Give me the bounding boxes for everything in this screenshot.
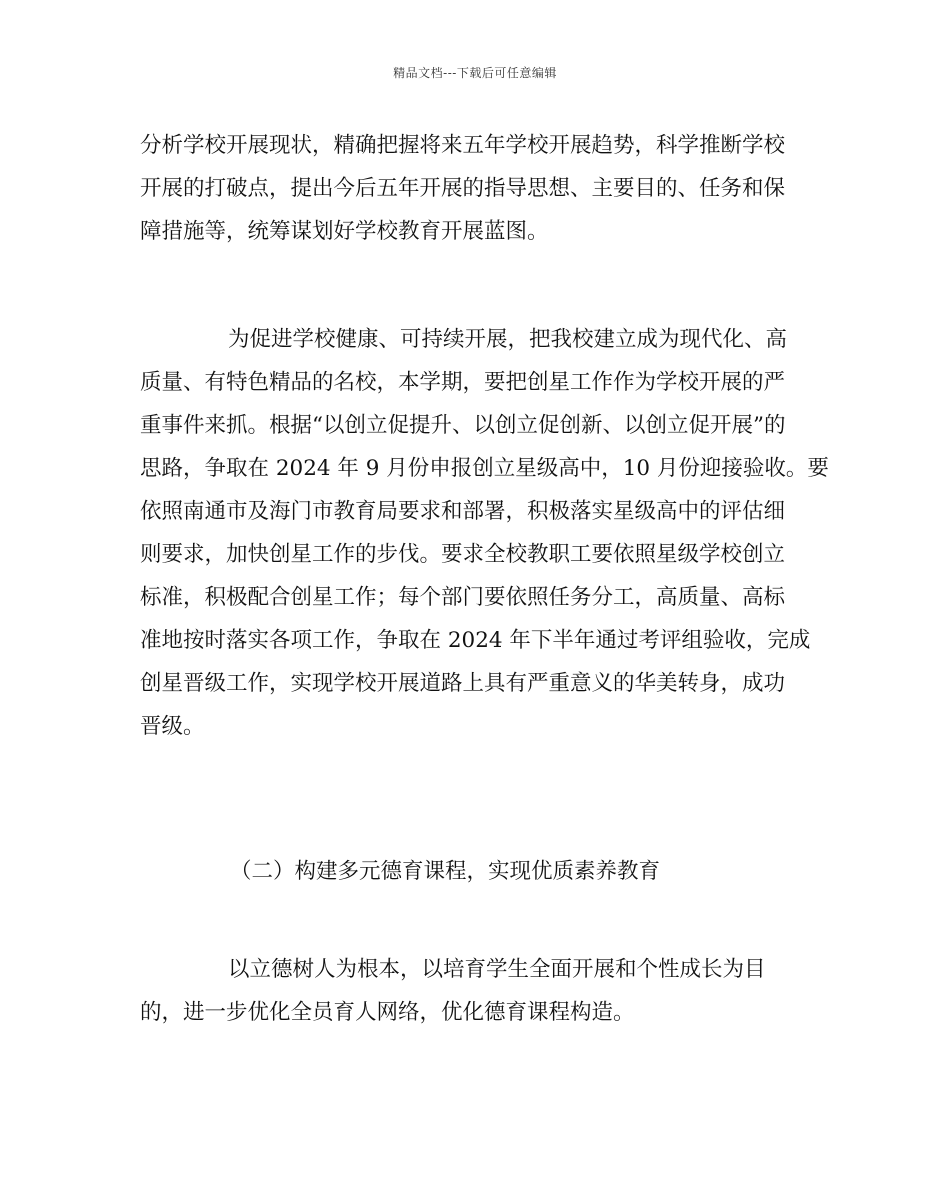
paragraph-line: 质量、有特色精品的名校，本学期，要把创星工作作为学校开展的严: [140, 370, 786, 395]
paragraph-line: 依照南通市及海门市教育局要求和部署，积极落实星级高中的评估细: [140, 499, 786, 524]
paragraph-line: 障措施等，统筹谋划好学校教育开展蓝图。: [140, 219, 549, 244]
paragraph-line: 创星晋级工作，实现学校开展道路上具有严重意义的华美转身，成功: [140, 671, 786, 696]
paragraph-line: 重事件来抓。根据“以创立促提升、以创立促创新、以创立促开展”的: [140, 413, 786, 438]
paragraph-line: 开展的打破点，提出今后五年开展的指导思想、主要目的、任务和保: [140, 176, 786, 201]
paragraph-line: 准地按时落实各项工作，争取在 2024 年下半年通过考评组验收，完成: [140, 628, 811, 653]
paragraph-line: 分析学校开展现状，精确把握将来五年学校开展趋势，科学推断学校: [140, 133, 786, 158]
paragraph-2: [140, 318, 829, 748]
paragraph-line: 晋级。: [140, 714, 205, 739]
paragraph-3: [140, 948, 810, 1034]
paragraph-line: 以立德树人为根本，以培育学生全面开展和个性成长为目: [228, 957, 766, 982]
paragraph-line: 思路，争取在 2024 年 9 月份申报创立星级高中，10 月份迎接验收。要: [140, 456, 829, 481]
paragraph-line: 则要求，加快创星工作的步伐。要求全校教职工要依照星级学校创立: [140, 542, 786, 567]
paragraph-line: 标准，积极配合创星工作；每个部门要依照任务分工，高质量、高标: [140, 585, 786, 610]
paragraph-line: 为促进学校健康、可持续开展，把我校建立成为现代化、高: [228, 327, 788, 352]
paragraph-1: [140, 124, 810, 253]
paragraph-line: 的，进一步优化全员育人网络，优化德育课程构造。: [140, 1000, 635, 1025]
page-header: 精品文档---下载后可任意编辑: [393, 66, 557, 80]
section-heading: （二）构建多元德育课程，实现优质素养教育: [230, 859, 661, 884]
